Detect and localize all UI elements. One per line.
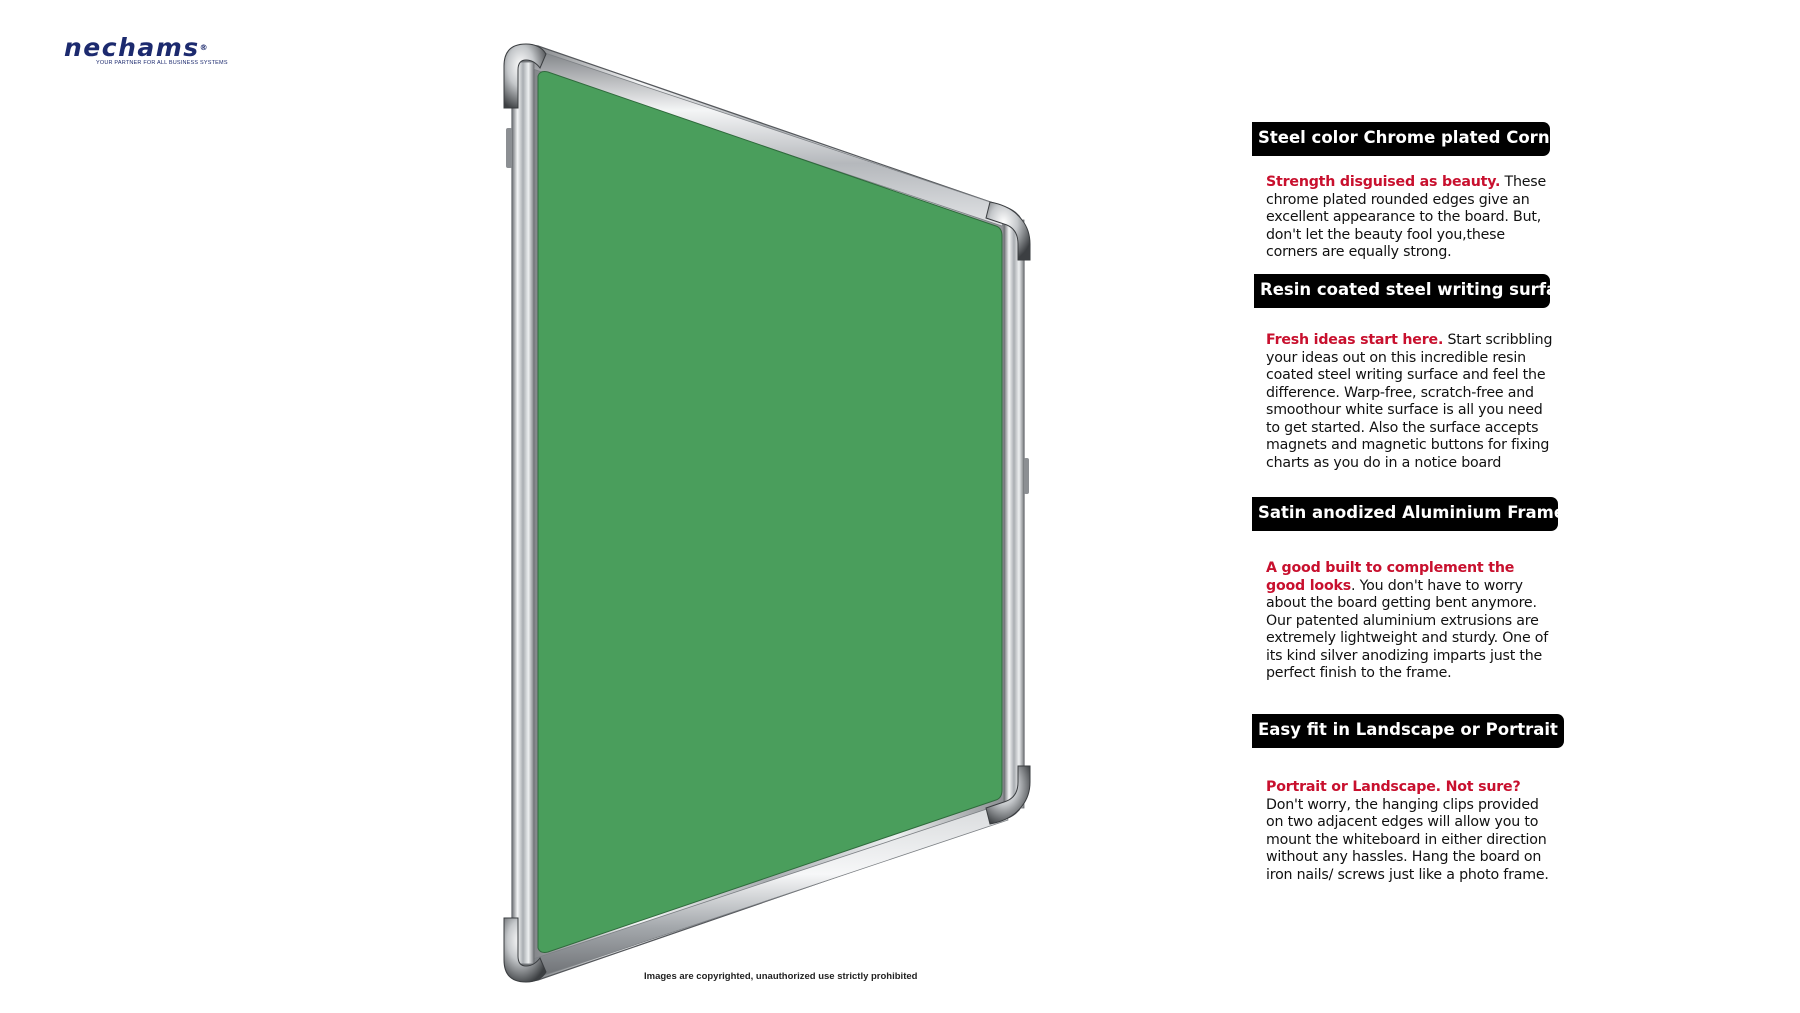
feature-lead-surface: Fresh ideas start here. xyxy=(1266,332,1444,348)
feature-title-mounting: Easy fit in Landscape or Portrait xyxy=(1252,714,1564,748)
brand-name: nechams xyxy=(64,33,200,62)
board-illustration xyxy=(490,38,1050,988)
board-frame-right-rail xyxy=(1004,220,1024,808)
brand-tagline: YOUR PARTNER FOR ALL BUSINESS SYSTEMS xyxy=(96,60,228,66)
brand-wordmark xyxy=(64,33,254,62)
board-writing-surface xyxy=(538,72,1002,953)
board-frame-left-rail xyxy=(512,62,534,964)
hanging-clip-left xyxy=(506,128,512,168)
feature-desc-mounting xyxy=(1266,779,1556,884)
feature-desc-frame xyxy=(1266,560,1556,683)
feature-body-corners: These chrome plated rounded edges give an excellent appearance to the board. But, don't let the beauty fool you,these corners are equally strong. xyxy=(1266,174,1546,260)
feature-title-surface: Resin coated steel writing surface xyxy=(1254,274,1550,308)
feature-title-frame: Satin anodized Aluminium Frame xyxy=(1252,497,1558,531)
feature-body-mounting: Don't worry, the hanging clips provided on two adjacent edges will allow you to mount the whiteboard in either direction without any hassles. Hang the board on iron nails/ screws just like a photo frame. xyxy=(1266,796,1549,883)
feature-lead-corners: Strength disguised as beauty. xyxy=(1266,174,1501,190)
hanging-clip-right xyxy=(1024,458,1029,494)
feature-title-corners: Steel color Chrome plated Corners xyxy=(1252,122,1550,156)
feature-desc-surface xyxy=(1266,332,1556,472)
brand-logo xyxy=(64,33,254,66)
feature-body-surface: Start scribbling your ideas out on this incredible resin coated steel writing surface and feel the difference. Warp-free, scratch-free and smoothour white surface is all you need to get started. Also the surface accepts magnets and magnetic buttons for fixing charts as you do in a notice board xyxy=(1266,332,1553,471)
feature-list xyxy=(1252,0,1592,1013)
feature-desc-corners xyxy=(1266,174,1556,262)
copyright-notice: Images are copyrighted, unauthorized use strictly prohibited xyxy=(644,971,918,982)
brand-registered-mark: ® xyxy=(199,43,210,52)
feature-lead-frame: A good built to complement the good looks xyxy=(1266,560,1515,594)
feature-body-frame: . You don't have to worry about the board getting bent anymore. Our patented aluminium extrusions are extremely lightweight and sturdy. One of its kind silver anodizing imparts just the perfect finish to the frame. xyxy=(1266,577,1549,681)
feature-lead-mounting: Portrait or Landscape. Not sure? xyxy=(1266,779,1521,795)
